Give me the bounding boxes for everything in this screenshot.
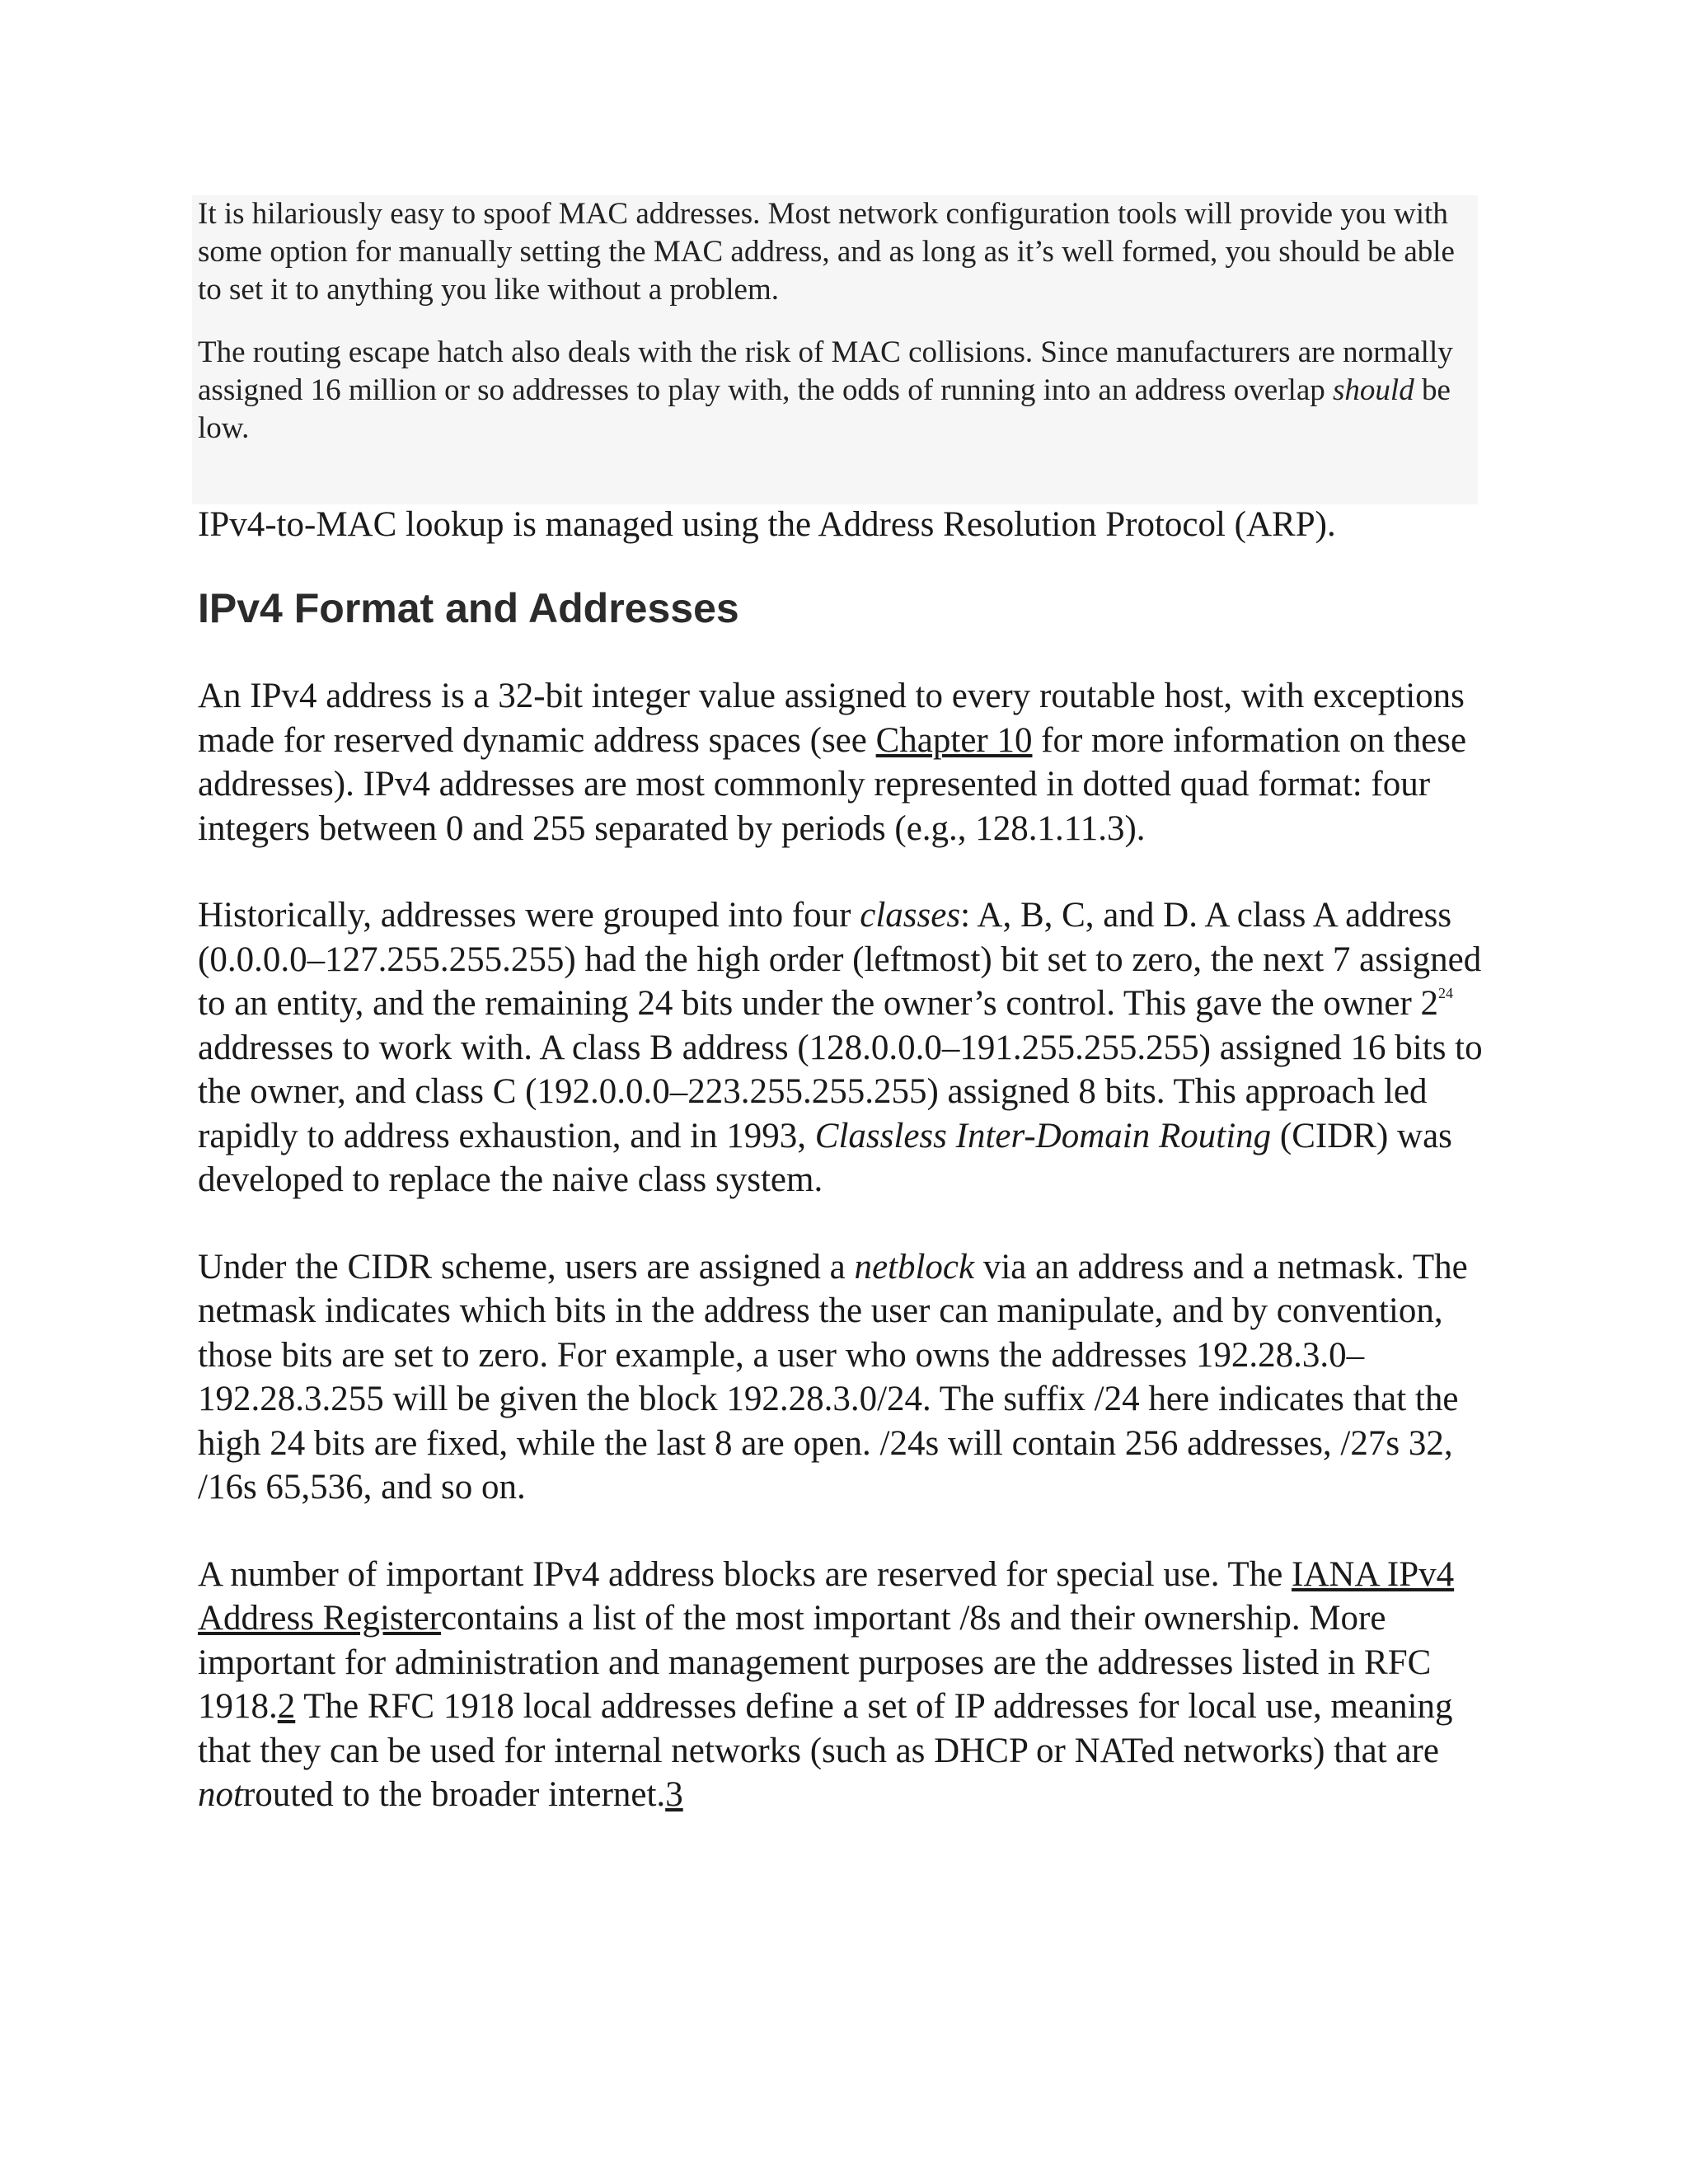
footnote-3-link[interactable]: 3 [665, 1775, 683, 1814]
section-body [198, 674, 1484, 1860]
arp-lookup-paragraph: IPv4-to-MAC lookup is managed using the Address Resolution Protocol (ARP). [198, 505, 1336, 544]
body-text: for more information on these addresses). IPv4 addresses are most commonly represented in dotted quad format: four integers between 0 and 255 separated by periods (e.g., 128.1.11.3). [198, 720, 1467, 848]
emphasis-classes: classes [860, 896, 961, 935]
note-emphasis: should [1333, 373, 1414, 407]
note-paragraph-collisions [192, 334, 1479, 448]
note-text: The routing escape hatch also deals with the risk of MAC collisions. Since manufacturers are normally assigned 16 million or so addresses to play with, the odds of running into an address overlap [198, 335, 1453, 407]
body-text: via an address and a netmask. The netmask indicates which bits in the address the user can manipulate, and by convention, those bits are set to zero. For example, a user who owns the addresses 192.28.3.0–192.28.3.255 will be given the block 192.28.3.0/24. The suffix /24 here indicates that the high 24 bits are fixed, while the last 8 are open. /24s will contain 256 addresses, /27s 32, /16s 65,536, and so on. [198, 1247, 1468, 1507]
body-text: (CIDR) was developed to replace the naive class system. [198, 1116, 1452, 1199]
paragraph-cidr-scheme [198, 1245, 1484, 1510]
emphasis-netblock: netblock [854, 1247, 975, 1286]
paragraph-address-classes [198, 893, 1484, 1202]
body-text: Historically, addresses were grouped into four [198, 896, 860, 935]
iana-register-link[interactable]: IANA IPv4 Address Register [198, 1554, 1455, 1638]
note-box [192, 195, 1478, 504]
body-text: contains a list of the most important /8s and their ownership. More important for administration and management purposes are the addresses listed in RFC 1918. [198, 1599, 1432, 1726]
note-text: It is hilariously easy to spoof MAC addresses. Most network configuration tools will provide you with some option for manually setting the MAC address, and as long as it’s well formed, you should be able to set it to anything you like without a problem. [198, 197, 1455, 307]
body-text: An IPv4 address is a 32-bit integer value assigned to every routable host, with exceptions made for reserved dynamic address spaces (see [198, 677, 1465, 760]
body-text: Under the CIDR scheme, users are assigned a [198, 1247, 855, 1286]
section-heading: IPv4 Format and Addresses [198, 585, 739, 631]
paragraph-ipv4-address [198, 674, 1484, 851]
body-text: The RFC 1918 local addresses define a set of IP addresses for local use, meaning that they can be used for internal networks (such as DHCP or NATed networks) that are [198, 1687, 1453, 1770]
body-text: addresses to work with. A class B address (128.0.0.0–191.255.255.255) assigned 16 bits to the owner, and class C (192.0.0.0–223.255.255.255) assigned 8 bits. This approach led rapidly to address exhaustion, and in 1993, [198, 1028, 1483, 1155]
body-text: A number of important IPv4 address blocks are reserved for special use. The [198, 1554, 1292, 1594]
chapter-10-link[interactable]: Chapter 10 [875, 720, 1033, 760]
note-paragraph-spoofing [192, 195, 1479, 309]
note-text: be low. [198, 373, 1451, 445]
body-text: routed to the broader internet. [242, 1775, 666, 1814]
body-text: : A, B, C, and D. A class A address (0.0.0.0–127.255.255.255) had the high order (leftmost) bit set to zero, the next 7 assigned to an entity, and the remaining 24 bits under the owner’s control. This gave the owner 2 [198, 896, 1482, 1023]
exponent: 24 [1438, 985, 1454, 1001]
footnote-2-link[interactable]: 2 [277, 1687, 296, 1726]
paragraph-reserved-blocks [198, 1553, 1484, 1817]
emphasis-not: not [198, 1775, 243, 1814]
emphasis-cidr: Classless Inter-Domain Routing [814, 1116, 1272, 1155]
